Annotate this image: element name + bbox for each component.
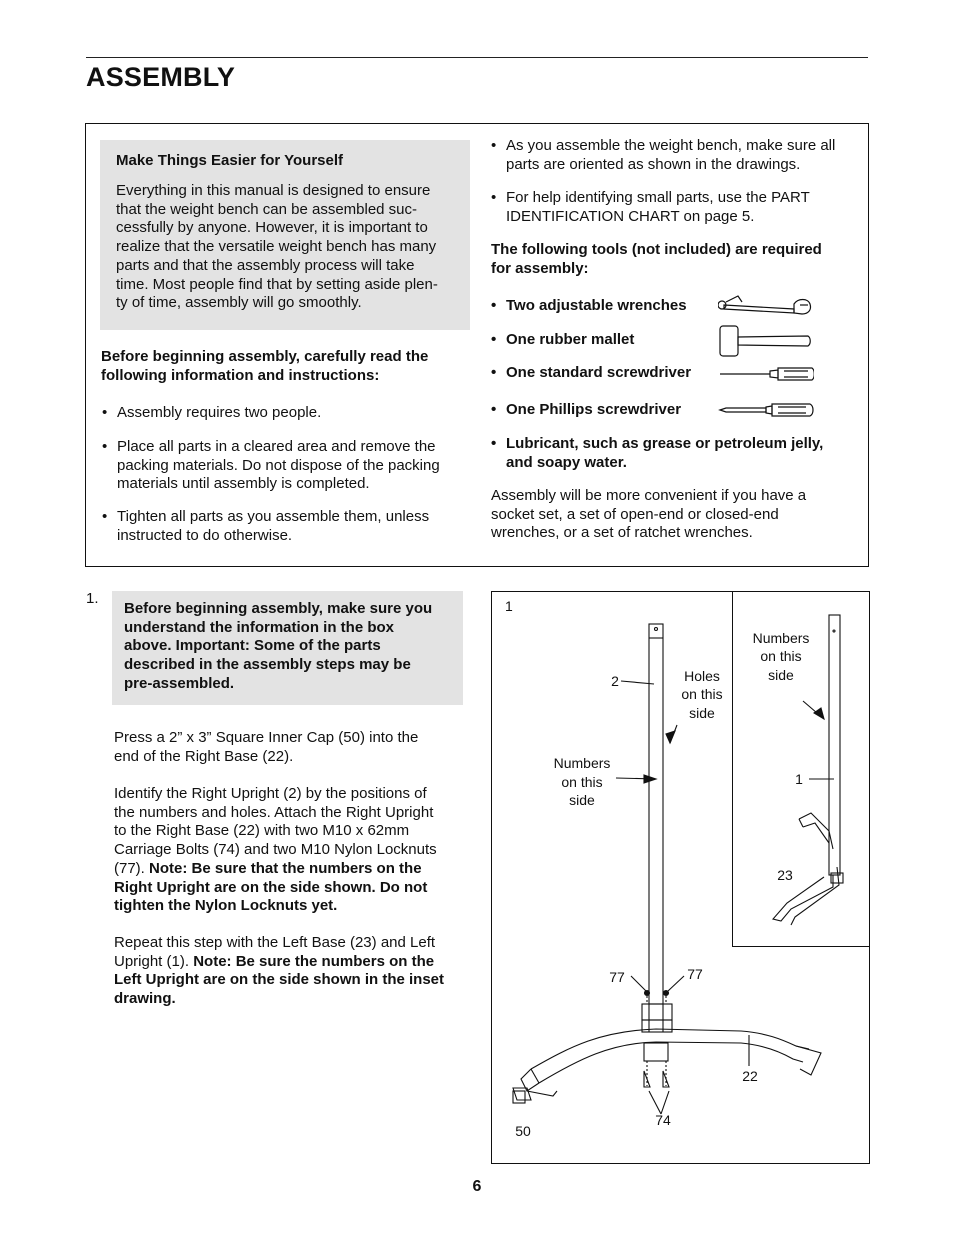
tip-line: parts and that the assembly process will take xyxy=(116,256,415,274)
bullet-cleared-area: • Place all parts in a cleared area and remove the packing materials. Do not dispose of the packing materials until assembly is completed. xyxy=(102,438,440,493)
inset-numbers-label: on this xyxy=(760,648,802,664)
page-number: 6 xyxy=(472,1178,482,1195)
tip-line: that the weight bench can be assembled suc- xyxy=(116,200,418,218)
assembly-drawing xyxy=(491,591,868,1162)
part-label-2: 2 xyxy=(611,673,619,689)
tip-line: time. Most people find that by setting aside plen- xyxy=(116,275,438,293)
tool-wrenches: • Two adjustable wrenches xyxy=(491,297,687,314)
wrench-icon xyxy=(718,296,811,314)
numbers-label: side xyxy=(569,792,595,808)
tool-phillips-screwdriver: • One Phillips screwdriver xyxy=(491,401,682,418)
tool-illustrations xyxy=(718,292,814,432)
tools-note: Assembly will be more convenient if you have a socket set, a set of open-end or closed-end wrenches, or a set of ratchet wrenches. xyxy=(491,487,807,542)
figure-step-number: 1 xyxy=(505,598,513,614)
part-label-1: 1 xyxy=(795,771,803,787)
holes-label: on this xyxy=(681,686,723,702)
tip-text xyxy=(116,182,438,313)
top-rule xyxy=(86,57,868,58)
tools-intro: The following tools (not included) are required for assembly: xyxy=(491,241,822,277)
tool-standard-screwdriver: • One standard screwdriver xyxy=(491,364,692,381)
step-paragraph-3: Repeat this step with the Left Base (23) and Left Upright (1). Note: Be sure the numbers on the Left Upright are on the side shown in the inset drawing. xyxy=(114,934,445,1008)
inset-numbers-label: side xyxy=(768,667,794,683)
step-paragraph-2: Identify the Right Upright (2) by the positions of the numbers and holes. Attach the Right Upright to the Right Base (22) with two M10 x 62mm Carriage Bolts (74) and two M10 Nylon Locknuts (77). Note: Be sure that the numbers on the Right Upright are on the side shown. Do not tighten the Nylon Locknuts yet. xyxy=(114,785,437,915)
bullet-two-people: • Assembly requires two people. xyxy=(102,404,322,421)
part-label-50: 50 xyxy=(515,1123,531,1139)
screwdriver-icon xyxy=(720,368,814,380)
step-number: 1. xyxy=(86,590,99,607)
bullet-tighten: • Tighten all parts as you assemble them, unless instructed to do otherwise. xyxy=(102,508,430,544)
holes-label: Holes xyxy=(684,668,720,684)
before-heading: Before beginning assembly, carefully read the following information and instructions: xyxy=(101,348,429,384)
numbers-label: Numbers xyxy=(553,755,611,771)
part-label-77: 77 xyxy=(609,969,625,985)
step-note-text: Before beginning assembly, make sure you understand the information in the box above. Important: Some of the parts described in the assembly steps may be pre-assembled. xyxy=(124,600,433,692)
bullet-orientation: • As you assemble the weight bench, make sure all parts are oriented as shown in the drawings. xyxy=(491,137,836,173)
tip-line: Everything in this manual is designed to ensure xyxy=(116,182,431,199)
page-title: ASSEMBLY xyxy=(86,62,236,92)
numbers-label: on this xyxy=(561,774,603,790)
phillips-screwdriver-icon xyxy=(720,404,813,416)
bullet-part-chart: • For help identifying small parts, use the PART IDENTIFICATION CHART on page 5. xyxy=(491,189,810,225)
tip-line: realize that the versatile weight bench has many xyxy=(116,238,437,256)
part-label-23: 23 xyxy=(777,867,793,883)
part-label-74: 74 xyxy=(655,1112,671,1128)
tip-line: ty of time, assembly will go smoothly. xyxy=(116,294,362,312)
mallet-icon xyxy=(720,326,810,356)
step-paragraph-1: Press a 2” x 3” Square Inner Cap (50) into the end of the Right Base (22). xyxy=(114,729,419,765)
holes-label: side xyxy=(689,705,715,721)
tool-lubricant: • Lubricant, such as grease or petroleum jelly, and soapy water. xyxy=(491,435,824,471)
right-upright xyxy=(649,624,663,1004)
tool-mallet: • One rubber mallet xyxy=(491,331,635,348)
part-label-22: 22 xyxy=(742,1068,758,1084)
part-label-77: 77 xyxy=(687,966,703,982)
tip-line: cessfully by anyone. However, it is important to xyxy=(116,219,428,237)
inset-numbers-label: Numbers xyxy=(752,630,810,646)
tip-heading: Make Things Easier for Yourself xyxy=(116,152,344,169)
